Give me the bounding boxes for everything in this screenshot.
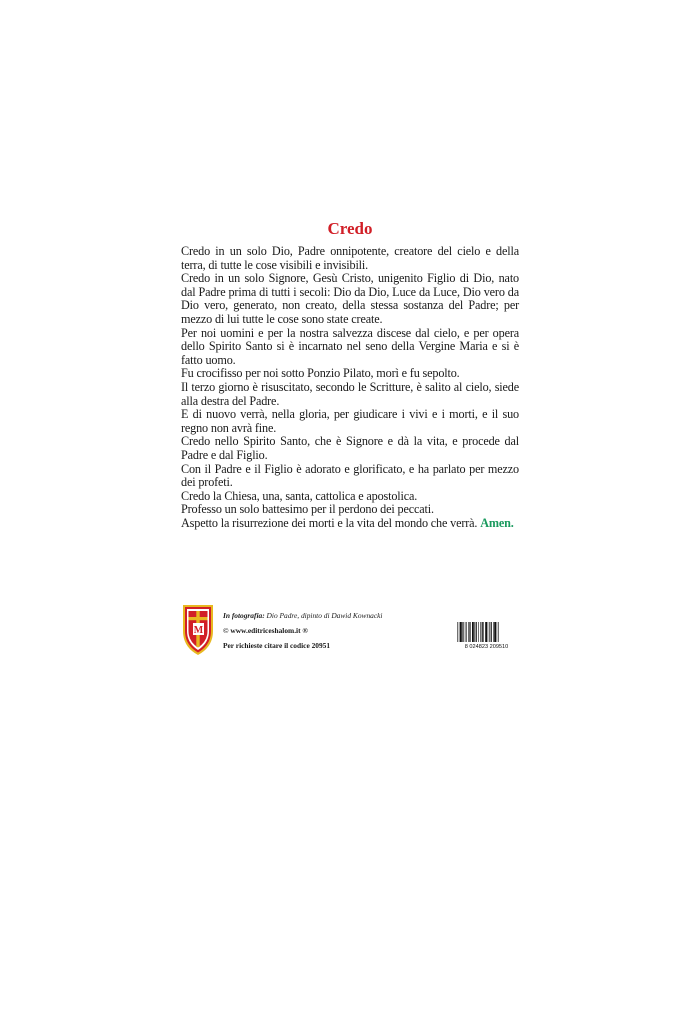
prayer-paragraph: Credo in un solo Signore, Gesù Cristo, unigenito Figlio di Dio, nato dal Padre prima di tutti i secoli: Dio da Dio, Luce da Luce, Dio vero da Dio vero, generato, non creato, della stessa sostanza del Padre; per mezzo di lui tutte le cose sono state create.: [181, 271, 519, 326]
footer-credits: [223, 608, 382, 653]
photo-label: In fotografia:: [223, 611, 265, 620]
barcode-bar: [457, 622, 458, 642]
barcode-bar: [497, 622, 498, 642]
barcode-bar: [462, 622, 463, 642]
barcode-bar: [494, 622, 496, 642]
prayer-paragraph: Fu crocifisso per noi sotto Ponzio Pilato, morì e fu sepolto.: [181, 366, 460, 381]
barcode-bar: [474, 622, 475, 642]
prayer-paragraph: Per noi uomini e per la nostra salvezza discese dal cielo, e per opera dello Spirito Santo si è incarnato nel seno della Vergine Maria e si è fatto uomo.: [181, 325, 519, 367]
prayer-paragraph: Il terzo giorno è risuscitato, secondo le Scritture, è salito al cielo, siede alla destra del Padre.: [181, 379, 519, 408]
barcode-bar: [498, 622, 499, 642]
barcode-bar: [466, 622, 467, 642]
barcode-bar: [483, 622, 484, 642]
barcode-digits: 8 024823 209510: [464, 644, 509, 649]
photo-credit: [223, 608, 382, 623]
prayer-title: Credo: [327, 219, 373, 238]
barcode-bar: [472, 622, 474, 642]
barcode-bar: [459, 622, 460, 642]
footer: [181, 601, 519, 657]
barcode-bar: [478, 622, 479, 642]
prayer-paragraph: Credo la Chiesa, una, santa, cattolica e apostolica.: [181, 488, 418, 503]
barcode-bar: [489, 622, 490, 642]
barcode-bar: [468, 622, 469, 642]
barcode-bar: [476, 622, 477, 642]
barcode-bar: [460, 622, 462, 642]
publisher-logo-icon: [181, 601, 215, 656]
prayer-paragraph: Credo in un solo Dio, Padre onnipotente, creatore del cielo e della terra, di tutte le cose visibili e invisibili.: [181, 244, 519, 272]
prayer-card: [181, 218, 519, 530]
prayer-text: [181, 245, 519, 530]
barcode-bar: [493, 622, 494, 642]
barcode-bar: [465, 622, 466, 642]
prayer-paragraph: Professo un solo battesimo per il perdono dei peccati.: [181, 502, 434, 517]
svg-text:M: M: [193, 625, 204, 637]
prayer-last-text: Aspetto la risurrezione dei morti e la vita del mondo che verrà.: [181, 515, 478, 530]
code-note: Per richieste citare il codice 20951: [223, 641, 331, 650]
barcode-bar: [488, 622, 489, 642]
barcode-bar: [482, 622, 483, 642]
prayer-paragraph: Credo nello Spirito Santo, che è Signore e dà la vita, e procede dal Padre e dal Figlio.: [181, 434, 519, 462]
barcode-bar: [485, 622, 487, 642]
barcode-bar: [470, 622, 471, 642]
prayer-last-line: [181, 517, 519, 531]
website: © www.editriceshalom.it ®: [223, 626, 308, 635]
barcode: [454, 621, 519, 649]
photo-caption: Dio Padre, dipinto di Dawid Kownacki: [266, 611, 383, 620]
barcode-bar: [491, 622, 492, 642]
amen-word: Amen.: [480, 515, 514, 530]
prayer-paragraph: Con il Padre e il Figlio è adorato e glorificato, e ha parlato per mezzo dei profeti.: [181, 461, 519, 490]
barcode-bar: [480, 622, 481, 642]
prayer-paragraph: E di nuovo verrà, nella gloria, per giudicare i vivi e i morti, e il suo regno non avrà fine.: [181, 407, 519, 435]
